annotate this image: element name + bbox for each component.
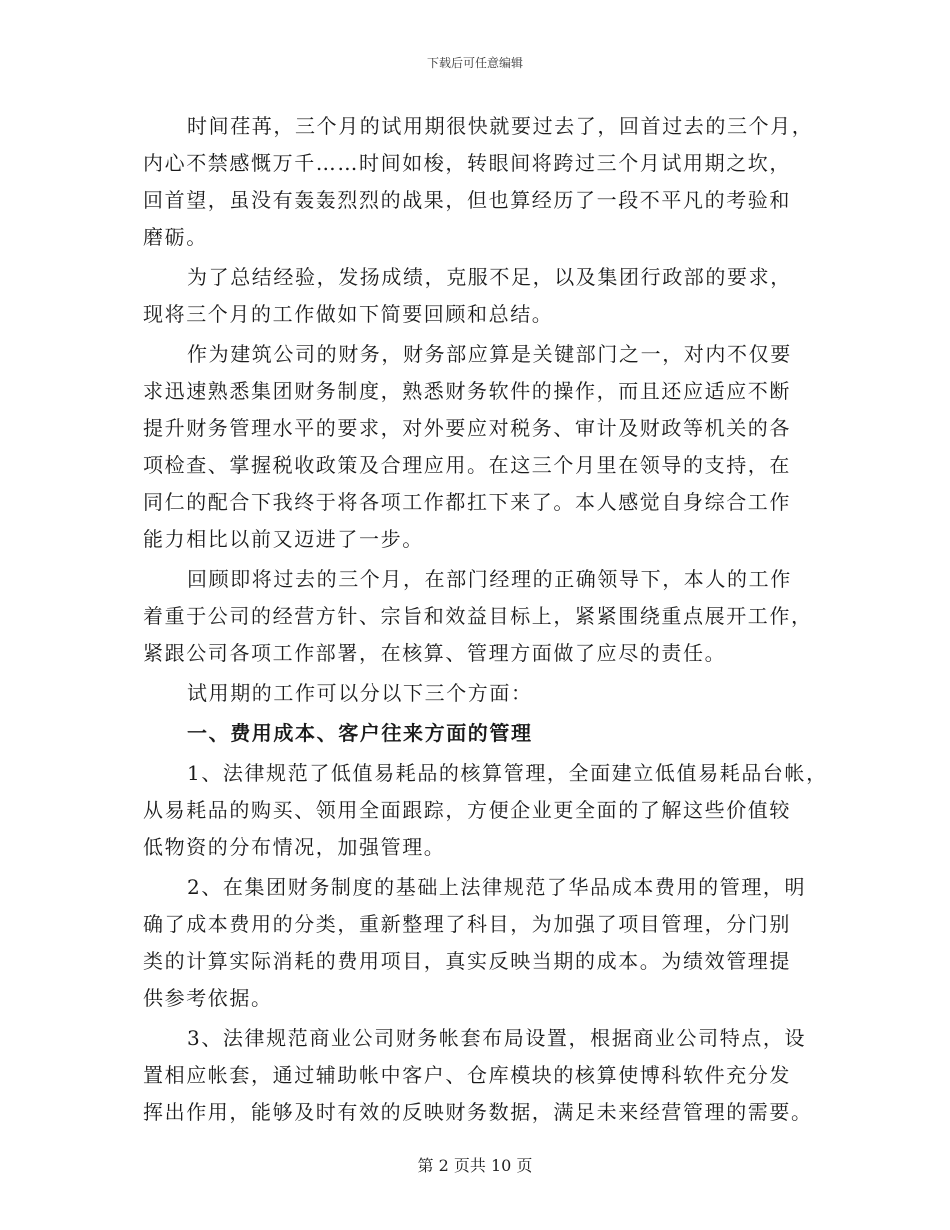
text-line: 能力相比以前又迈进了一步。 <box>143 527 424 551</box>
paragraph-5 <box>143 675 811 712</box>
paragraph-1 <box>143 108 814 256</box>
text-line: 项检查、掌握税收政策及合理应用。在这三个月里在领导的支持，在 <box>143 453 791 477</box>
paragraph-8 <box>143 1020 811 1131</box>
text-line: 低物资的分布情况，加强管理。 <box>143 835 446 859</box>
text-line: 从易耗品的购买、领用全面跟踪，方便企业更全面的了解这些价值较 <box>143 798 791 822</box>
text-line: 3、法律规范商业公司财务帐套布局设置，根据商业公司特点，设 <box>187 1026 807 1050</box>
text-line: 确了成本费用的分类，重新整理了科目，为加强了项目管理，分门别 <box>143 912 791 936</box>
text-line: 为了总结经验，发扬成绩，克服不足，以及集团行政部的要求， <box>187 265 792 289</box>
text-line: 提升财务管理水平的要求，对外要应对税务、审计及财政等机关的各 <box>143 416 791 440</box>
text-line: 供参考依据。 <box>143 986 273 1010</box>
text-line: 回顾即将过去的三个月，在部门经理的正确领导下，本人的工作 <box>187 567 792 591</box>
page-header: 下载后可任意编辑 <box>426 56 523 70</box>
section-heading: 一、费用成本、客户往来方面的管理 <box>187 721 533 745</box>
text-line: 2、在集团财务制度的基础上法律规范了华品成本费用的管理，明 <box>187 875 807 899</box>
text-line: 置相应帐套，通过辅助帐中客户、仓库模块的核算使博科软件充分发 <box>143 1063 791 1087</box>
text-line: 回首望，虽没有轰轰烈烈的战果，但也算经历了一段不平凡的考验和 <box>143 188 791 212</box>
text-line: 紧跟公司各项工作部署，在核算、管理方面做了应尽的责任。 <box>143 641 727 665</box>
text-line: 着重于公司的经营方针、宗旨和效益目标上，紧紧围绕重点展开工作， <box>143 604 813 628</box>
text-line: 试用期的工作可以分以下三个方面： <box>187 681 533 705</box>
paragraph-4 <box>143 561 811 672</box>
text-line: 挥出作用，能够及时有效的反映财务数据，满足未来经营管理的需要。 <box>143 1100 813 1124</box>
paragraph-2 <box>143 259 811 333</box>
text-line: 磨砺。 <box>143 225 208 249</box>
text-line: 同仁的配合下我终于将各项工作都扛下来了。本人感觉自身综合工作 <box>143 490 791 514</box>
text-line: 现将三个月的工作做如下简要回顾和总结。 <box>143 302 554 326</box>
text-line: 时间荏苒，三个月的试用期很快就要过去了，回首过去的三个月， <box>187 114 814 138</box>
paragraph-7 <box>143 869 811 1017</box>
text-line: 内心不禁感慨万千……时间如梭，转眼间将跨过三个月试用期之坎， <box>143 151 791 175</box>
page-number: 第 2 页共 10 页 <box>417 1156 533 1175</box>
paragraph-3 <box>143 336 811 558</box>
paragraph-6 <box>143 755 828 866</box>
text-line: 1、法律规范了低值易耗品的核算管理，全面建立低值易耗品台帐， <box>187 761 828 785</box>
text-line: 作为建筑公司的财务，财务部应算是关键部门之一，对内不仅要 <box>187 342 792 366</box>
text-line: 类的计算实际消耗的费用项目，真实反映当期的成本。为绩效管理提 <box>143 949 791 973</box>
document-body <box>143 108 828 1131</box>
text-line: 求迅速熟悉集团财务制度，熟悉财务软件的操作，而且还应适应不断 <box>143 379 791 403</box>
